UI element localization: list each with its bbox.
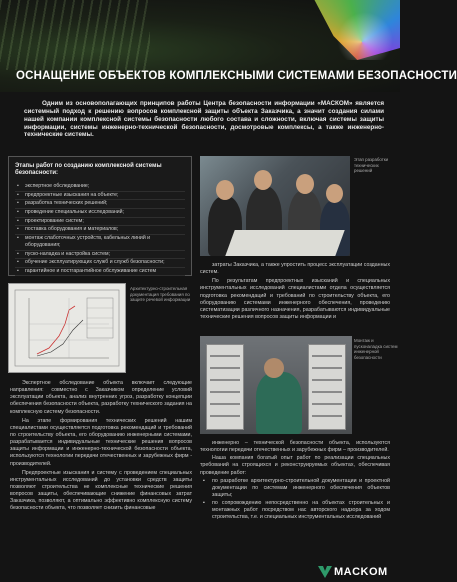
stages-list <box>15 183 185 276</box>
paragraph: инженерно – технической безопасности объекта, используются технологии передачи отечественных и зарубежных фирм – производителей. <box>200 440 390 454</box>
paragraph: Наша компания богатый опыт работ по реализации специальных требований на строящихся и реконструируемых объектах, обеспечивая проведение работ: <box>200 455 390 476</box>
image-caption: Архитектурно-строительная документация требования по защите речевой информации <box>130 286 191 302</box>
stage-item: ▪ предпроектные изыскания на объекте; <box>15 192 185 201</box>
intro-paragraph: Одним из основополагающих принципов работы Центра безопасности информации «МАСКОМ» является системный подход к решению вопросов комплексной защиты объекта Заказчика, а значит создания силами нашей компании комплексной системы безопасности любого состава и сложности, включая системы защиты информации, системы инженерно-технической безопасности, досмотровые комплексы, а также инженерно-технические системы. <box>24 100 384 139</box>
hero-banner <box>0 0 457 92</box>
hero-decoration <box>0 0 150 70</box>
stage-item: ▪ поставка оборудования и материалов; <box>15 226 185 235</box>
logo-mark-icon <box>318 566 332 578</box>
stage-item: ▪ гарантийное и постгарантийное обслуживание систем <box>15 268 185 277</box>
stage-item: ▪ проектирование систем; <box>15 218 185 227</box>
body-text-right-2 <box>200 440 390 523</box>
body-text-left-2 <box>10 380 192 515</box>
works-list <box>200 478 390 522</box>
stage-item: ▪ экспертное обследование; <box>15 183 185 192</box>
stages-box <box>8 156 192 276</box>
paragraph: По результатам предпроектных изысканий и специальных инструментальных исследований специалистами отдела осуществляется подготовка рекомендаций и требований по строительству объекта, его оборудованию системами инженерного обеспечения, проведению систематизации различного назначения, разрабатываются индивидуальные технические решения вопросов защиты информации и <box>200 278 390 320</box>
paragraph: Предпроектные изыскания и систему с проведением специальных инструментальных исследований до установки средств защиты позволяют строительства не комплексные технические решения вопросов защиты, обеспечивающие снижение финансовых затрат Заказчика, позволяют, а оптимально эффективно комплексную систему безопасности объекта, что позволяет снизить финансовые <box>10 469 192 512</box>
company-logo <box>318 564 388 580</box>
installation-photo <box>200 336 352 434</box>
stage-item: ▪ пуско-наладка и настройка систем; <box>15 251 185 260</box>
photo-caption: Монтаж и пусконаладка систем инженерной безопасности <box>354 338 398 360</box>
paragraph: Экспертное обследование объекта включает следующие направления: совместно с Заказчиком определение условий эксплуатации объекта, анализ внутренних угроз, разработку концепции обеспечения безопасности объекта, разработку технического задания на комплексную систему безопасности. <box>10 380 192 415</box>
blueprint-image <box>8 283 126 373</box>
hero-glow <box>330 10 400 60</box>
stage-item: ▪ обучение эксплуатирующих служб и служб безопасности; <box>15 259 185 268</box>
stage-item: ▪ проведение специальных исследований; <box>15 209 185 218</box>
page-title: ОСНАЩЕНИЕ ОБЪЕКТОВ КОМПЛЕКСНЫМИ СИСТЕМАМИ БЕЗОПАСНОСТИ <box>16 70 457 82</box>
list-item: ▪ по разработке архитектурно-строительной документации и проектной документации по системам инженерного обеспечения объектов защиты; <box>200 478 390 499</box>
stages-title: Этапы работ по созданию комплексной системы безопасности: <box>15 163 162 177</box>
paragraph: На этапе формирования технических решений нашим специалистами осуществляется подготовка рекомендаций и требований по строительству объекта, его оборудованию инженерными системами, разрабатывается индивидуальные технические решения вопросов защиты информации и инженерно-технической безопасности объекта, используются технологии передачи отечественных и зарубежных фирм - производителей. <box>10 417 192 467</box>
meeting-photo <box>200 156 350 256</box>
paragraph: затраты Заказчика, а также упростить процесс эксплуатации созданных систем. <box>200 262 390 276</box>
stage-item: ▪ монтаж слаботочных устройств, кабельных линий и оборудования; <box>15 235 185 251</box>
list-item: ▪ по сопровождению непосредственно на объектах строительных и монтажных работ посредством нас авторского надзора за ходом строительства, т.е. и специальных инструментальных исследований <box>200 500 390 521</box>
photo-caption: Этап разработки технических решений <box>354 157 389 173</box>
blueprint-drawing <box>9 284 125 372</box>
stage-item: ▪ разработка технических решений; <box>15 200 185 209</box>
body-text-right-1 <box>200 262 390 323</box>
logo-text: MACKOM <box>334 566 388 578</box>
